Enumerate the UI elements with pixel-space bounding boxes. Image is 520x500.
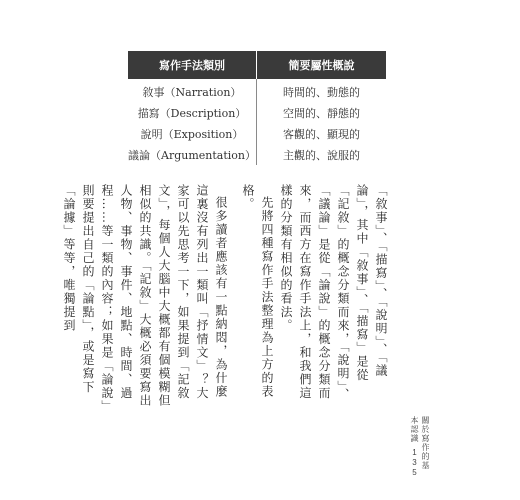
- table-cell-attributes: 主觀的、說服的: [256, 144, 386, 165]
- running-head: 關於寫作的基本認識: [410, 416, 430, 470]
- table-row: [128, 102, 386, 123]
- table-header-row: [128, 51, 386, 79]
- table-cell-attributes: 時間的、動態的: [256, 79, 386, 102]
- table-cell-category: 說明（Exposition）: [140, 127, 244, 141]
- table-header-attributes: 簡要屬性概說: [256, 51, 386, 79]
- table-cell-category: 議論（Argumentation）: [128, 148, 256, 162]
- table-cell-attributes: 客觀的、顯現的: [256, 123, 386, 144]
- page-number: 135: [410, 448, 419, 478]
- body-paragraph: 先將四種寫作手法整理為上方的表格。: [241, 184, 274, 399]
- vertical-body-text: [62, 184, 390, 408]
- table-row: [128, 79, 386, 102]
- writing-genre-table: [128, 51, 386, 165]
- body-paragraph: 「敘事」、「描寫」、「說明」、「議論」，其中「敘事」、「描寫」是從「記敘」的概念分類而來，「說明」、「議論」是從「論說」的概念分類而來，而西方在寫作手法上，和我們這樣的分類有相似的看法。: [279, 184, 388, 402]
- table-cell-category: 敘事（Narration）: [142, 85, 242, 99]
- table-cell-attributes: 空間的、靜態的: [256, 102, 386, 123]
- body-paragraph: 很多讀者應該有一點納悶，為什麼這裏沒有列出一類叫「抒情文」？大家可以先思考一下，如果提到「記敘文」，每個人大腦中大概都有個模糊但相似的共識。「記敘」大概必須要寫出人物、事物、事件、地點、時間、過程……等一類的內容；如果是「論說」則要提出自己的「論點」，或是寫下「論據」等等，唯獨提到: [62, 184, 228, 408]
- table-row: [128, 144, 386, 165]
- table-header-category: 寫作手法類別: [128, 51, 256, 79]
- table-row: [128, 123, 386, 144]
- table-cell-category: 描寫（Description）: [137, 106, 247, 120]
